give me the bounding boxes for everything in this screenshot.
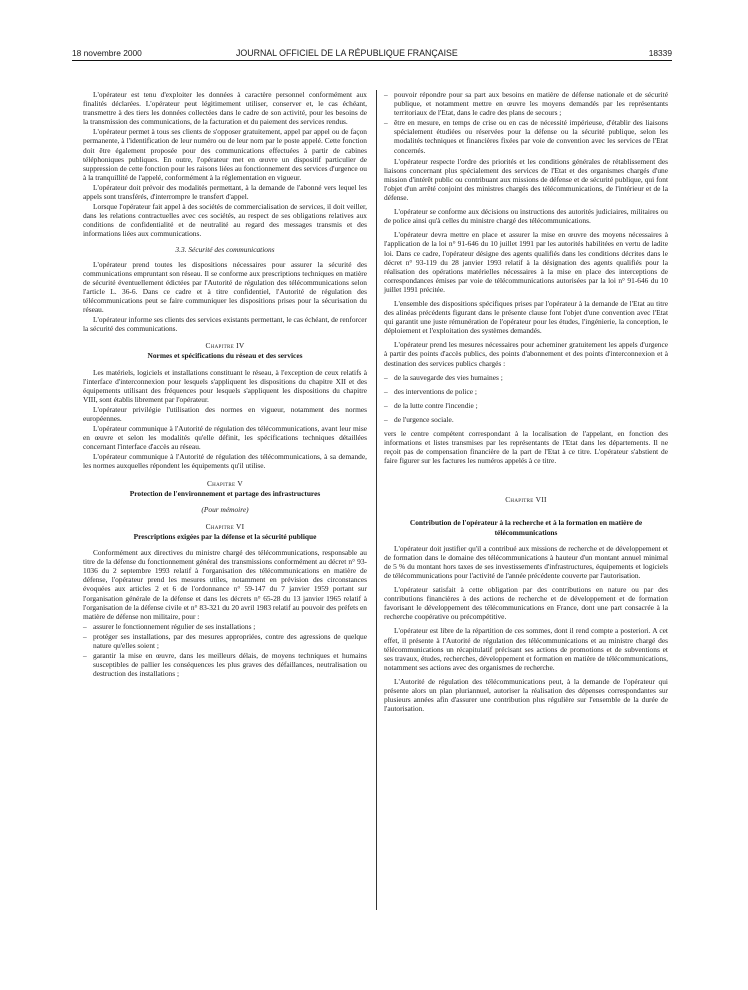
paragraph: L'Autorité de régulation des télécommunications peut, à la demande de l'opérateur qui présente alors un plan pluriannuel, autoriser la réalisation des dépenses correspondantes sur plusieurs années afin d'assurer une contribution plus régulière sur l'ensemble de la durée de l'autorisation. xyxy=(384,676,668,714)
list-item: – protéger ses installations, par des mesures appropriées, contre des agressions de quelque nature qu'elles soient ; xyxy=(83,632,367,650)
chapter-label: Chapitre VI xyxy=(205,521,245,531)
paragraph: Conformément aux directives du ministre chargé des télécommunications, responsable au titre de la défense du fonctionnement général des transmissions conformément au décret n° 93-1036 du 2 septembre 1993 relatif à l'organisation des télécommunications en matière de défense, l'opérateur prend les mesures utiles, notamment en prévision des circonstances évoquées aux articles 2 et 6 de l'ordonnance n° 59-147 du 7 janvier 1959 portant sur l'organisation générale de la défense et dans les décrets n° 65-28 du 13 janvier 1965 relatif à l'organisation de la défense civile et n° 83-321 du 20 avril 1983 relatif au pouvoir des préfets en matière de défense non militaire, pour : xyxy=(83,548,367,621)
paragraph: L'opérateur respecte l'ordre des priorités et les conditions générales de rétablissement des liaisons concernant plus spécialement des services de l'Etat et des organismes chargés d'une mission d'intérêt public ou contribuant aux missions de défense et de sécurité publique, qui font l'objet d'un arrêté conjoint des ministres chargés des télécommunications, de l'intérieur et de la défense. xyxy=(384,156,668,203)
header-date: 18 novembre 2000 xyxy=(72,48,142,58)
emergency-list xyxy=(384,373,668,424)
paragraph: L'opérateur se conforme aux décisions ou instructions des autorités judiciaires, militaires ou de police ainsi qu'à celles du ministre chargé des télécommunications. xyxy=(384,207,668,226)
paragraph: Lorsque l'opérateur fait appel à des sociétés de commercialisation de services, il doit veiller, dans les relations contractuelles avec ces sociétés, au respect de ses obligations relatives aux conditions de confidentialité et de neutralité au regard des messages transmis et des informations liées aux communications. xyxy=(83,202,367,239)
paragraph: L'opérateur communique à l'Autorité de régulation des télécommunications, à sa demande, les normes auxquelles répondent les équipements qu'il utilise. xyxy=(83,452,367,471)
paragraph: L'opérateur est libre de la répartition de ces sommes, dont il rend compte a posteriori. A cet effet, il présente à l'Autorité de régulation des télécommunications et au ministre chargé des télécommunications un récapitulatif précisant ses actions de promotions et de subventions et ses travaux, études, recherches, développement et formation en matière de télécommunications, notamment ses actions avec des organismes de recherche. xyxy=(384,626,668,672)
header-page-number: 18339 xyxy=(648,48,672,58)
list-item: – assurer le fonctionnement régulier de ses installations ; xyxy=(83,622,367,631)
paragraph: vers le centre compétent correspondant à la localisation de l'appelant, en fonction des informations et listes transmises par les représentants de l'Etat dans les départements. Il ne reçoit pas de compensation financière de la part de l'Etat à ce titre. L'opérateur s'abstient de faire figurer sur les factures les numéros appelés à ce titre. xyxy=(384,429,668,466)
chapter-title: Prescriptions exigées par la défense et la sécurité publique xyxy=(133,531,317,541)
paragraph: L'opérateur satisfait à cette obligation par des contributions en nature ou par des contributions financières à des actions de recherche et de développement et de formation favorisant le développement des télécommunications en France, dont une part consacrée à la recherche coopérative ou précompétitive. xyxy=(384,585,668,622)
list-item: – de l'urgence sociale. xyxy=(384,415,668,424)
list-item: – pouvoir répondre pour sa part aux besoins en matière de défense nationale et de sécurité publique, et notamment mettre en œuvre les moyens demandés par les représentants territoriaux de l'Etat, dans le cadre des plans de secours ; xyxy=(384,90,668,117)
paragraph: Les matériels, logiciels et installations constituant le réseau, à l'exception de ceux relatifs à l'interface d'interconnexion pour lesquels s'appliquent les dispositions du chapitre XII et des équipements utilisant des fréquences pour lesquels s'appliquent les dispositions du chapitre VIII, sont établis librement par l'opérateur. xyxy=(83,367,367,404)
list-item: – des interventions de police ; xyxy=(384,387,668,396)
list-item: – être en mesure, en temps de crise ou en cas de nécessité impérieuse, d'établir des liaisons spécialement étudiées ou réservées pour la défense ou la sécurité publique, selon les modalités techniques et financières fixées par voie de convention avec les services de l'Etat concernés. xyxy=(384,118,668,154)
right-column xyxy=(384,90,668,714)
section-heading: 3.3. Sécurité des communications xyxy=(175,244,275,254)
paragraph: L'opérateur communique à l'Autorité de régulation des télécommunications, avant leur mise en œuvre et selon les modalités qu'elle définit, les spécifications techniques détaillées concernant l'interface d'accès au réseau. xyxy=(83,424,367,452)
chapter-label: Chapitre VII xyxy=(505,495,547,505)
paragraph: L'ensemble des dispositions spécifiques prises par l'opérateur à la demande de l'Etat au titre des alinéas précédents figurant dans le présente clause font l'objet d'une convention avec l'Etat qui garantit une juste rémunération de l'opérateur pour les études, l'ingénierie, la conception, le déploiement et l'exploitation des systèmes demandés. xyxy=(384,298,668,336)
paragraph: L'opérateur doit prévoir des modalités permettant, à la demande de l'abonné vers lequel les appels sont transférés, d'interrompre le transfert d'appel. xyxy=(83,182,367,202)
paragraph: L'opérateur permet à tous ses clients de s'opposer gratuitement, appel par appel ou de façon permanente, à l'identification de leur numéro ou de leur nom par le poste appelé. Cette fonction doit être également proposée pour des communications effectuées à partir de cabines téléphoniques publiques. En outre, l'opérateur met en œuvre un dispositif particulier de suppression de cette fonction pour les raisons liées au fonctionnement des services d'urgence ou à la tranquillité de l'appelé, conformément à la réglementation en vigueur. xyxy=(83,127,367,182)
paragraph: L'opérateur est tenu d'exploiter les données à caractère personnel conformément aux finalités déclarées. L'opérateur peut légitimement utiliser, conserver et, le cas échéant, transmettre à des tiers les données collectées dans le cadre de son activité, pour les besoins de la transmission des communications, de la facturation et du paiement des services rendus. xyxy=(83,90,367,127)
chapter-title: Protection de l'environnement et partage des infrastructures xyxy=(129,488,321,498)
paragraph: L'opérateur devra mettre en place et assurer la mise en œuvre des moyens nécessaires à l'application de la loi n° 91-646 du 10 juillet 1991 par les autorités habilitées en vertu de ladite loi. Dans ce cadre, l'opérateur désigne des agents qualifiés dans les conditions décrites dans le décret n° 93-119 du 28 janvier 1993 relatif à la désignation des agents qualifiés pour la réalisation des opérations matérielles nécessaires à la mise en place des interceptions de correspondances émises par voie de télécommunications autorisées par la loi n° 91-646 du 10 juillet 1991 précitée. xyxy=(384,230,668,294)
paragraph: L'opérateur prend les mesures nécessaires pour acheminer gratuitement les appels d'urgence à partir des points d'accès publics, des points d'abonnement et des points d'interconnexion et à destination des services publics chargés : xyxy=(384,340,668,368)
header-title: JOURNAL OFFICIEL DE LA RÉPUBLIQUE FRANÇAISE xyxy=(236,48,458,58)
paragraph: L'opérateur prend toutes les dispositions nécessaires pour assurer la sécurité des communications empruntant son réseau. Il se conforme aux prescriptions techniques en matière de sécurité éventuellement édictées par l'Autorité de régulation des télécommunications selon l'article L. 36-6. Dans ce cadre et à titre confidentiel, l'Autorité de régulation des télécommunications peut se faire communiquer les dispositions prises pour la sécurisation du réseau. xyxy=(83,259,367,315)
left-column xyxy=(83,90,367,680)
chapter-label: Chapitre V xyxy=(206,478,244,488)
list-item: – de la lutte contre l'incendie ; xyxy=(384,401,668,410)
column-divider xyxy=(376,90,377,910)
header-rule xyxy=(72,60,672,61)
defense-list-continued xyxy=(384,90,668,155)
defense-list xyxy=(83,622,367,679)
list-item: – de la sauvegarde des vies humaines ; xyxy=(384,373,668,382)
paragraph: L'opérateur doit justifier qu'il a contribué aux missions de recherche et de développement et de formation dans le domaine des télécommunications à hauteur d'un montant annuel minimal de 5 % du montant hors taxes de ses investissements d'infrastructures, équipements et logiciels de télécommunications pour l'activité de l'année précédente couverte par l'autorisation. xyxy=(384,543,668,580)
chapter-title: Contribution de l'opérateur à la recherche et à la formation en matière de télécommunications xyxy=(409,518,643,537)
chapter-title: Normes et spécifications du réseau et des services xyxy=(147,351,303,361)
chapter-note: (Pour mémoire) xyxy=(201,504,249,514)
list-item: – garantir la mise en œuvre, dans les meilleurs délais, de moyens techniques et humains susceptibles de pallier les conséquences les plus graves des défaillances, neutralisation ou destruction des installations ; xyxy=(83,651,367,678)
chapter-label: Chapitre IV xyxy=(205,341,245,351)
paragraph: L'opérateur informe ses clients des services existants permettant, le cas échéant, de renforcer la sécurité des communications. xyxy=(83,315,367,334)
paragraph: L'opérateur privilégie l'utilisation des normes en vigueur, notamment des normes européennes. xyxy=(83,404,367,423)
